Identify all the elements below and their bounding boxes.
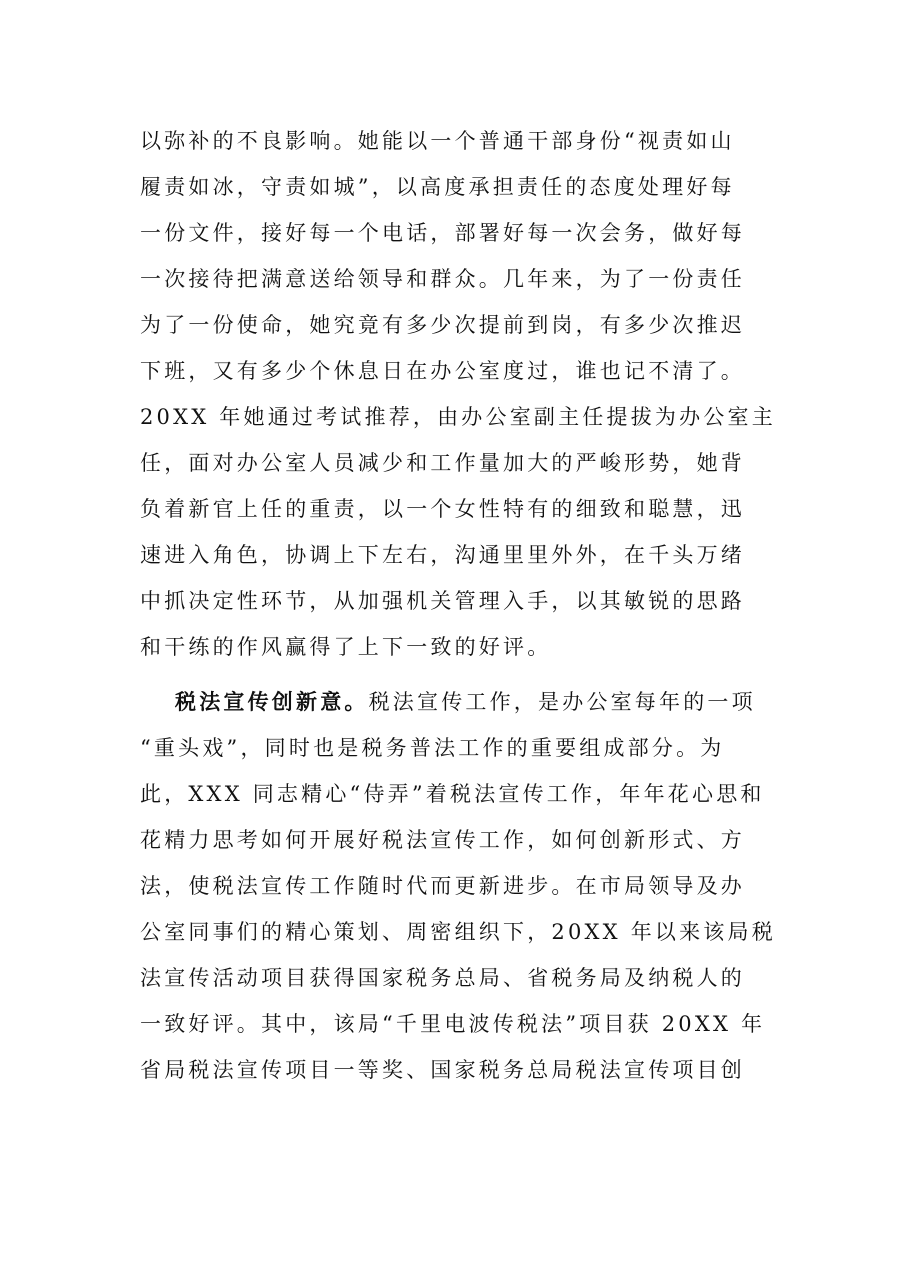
text-line: 法，使税法宣传工作随时代而更新进步。在市局领导及办 — [140, 874, 745, 898]
text-line: 负着新官上任的重责，以一个女性特有的细致和聪慧，迅 — [140, 497, 745, 521]
text-line: 履责如冰，守责如城”，以高度承担责任的态度处理好每 — [140, 175, 735, 199]
section-heading: 税法宣传创新意。 — [175, 689, 369, 714]
text-line: 任，面对办公室人员减少和工作量加大的严峻形势，她背 — [140, 451, 745, 475]
text-line: “重头戏”，同时也是税务普法工作的重要组成部分。为 — [140, 736, 725, 760]
text-line: 和干练的作风赢得了上下一致的好评。 — [140, 635, 552, 659]
text-line: 20XX 年她通过考试推荐，由办公室副主任提拔为办公室主 — [140, 405, 776, 429]
text-line: 一份文件，接好每一个电话，部署好每一次会务，做好每 — [140, 221, 745, 245]
text-line: 一次接待把满意送给领导和群众。几年来，为了一份责任 — [140, 267, 745, 291]
text-line: 法宣传活动项目获得国家税务总局、省税务局及纳税人的 — [140, 966, 745, 990]
text-line: 为了一份使命，她究竟有多少次提前到岗，有多少次推迟 — [140, 313, 745, 337]
text-line: 花精力思考如何开展好税法宣传工作，如何创新形式、方 — [140, 828, 745, 852]
text-line: 中抓决定性环节，从加强机关管理入手，以其敏锐的思路 — [140, 589, 745, 613]
text-line: 一致好评。其中，该局“千里电波传税法”项目获 20XX 年 — [140, 1012, 766, 1036]
text-line: 此，XXX 同志精心“侍弄”着税法宣传工作，年年花心思和 — [140, 782, 765, 806]
paragraph-first-line — [175, 685, 756, 719]
text-line: 下班，又有多少个休息日在办公室度过，谁也记不清了。 — [140, 359, 745, 383]
text-line: 速进入角色，协调上下左右，沟通里里外外，在千头万绪 — [140, 543, 745, 567]
text-line: 省局税法宣传项目一等奖、国家税务总局税法宣传项目创 — [140, 1058, 745, 1082]
text-line: 公室同事们的精心策划、周密组织下，20XX 年以来该局税 — [140, 920, 776, 944]
text-line: 以弥补的不良影响。她能以一个普通干部身份“视责如山 — [140, 129, 735, 153]
text-span: 税法宣传工作，是办公室每年的一项 — [368, 690, 756, 714]
